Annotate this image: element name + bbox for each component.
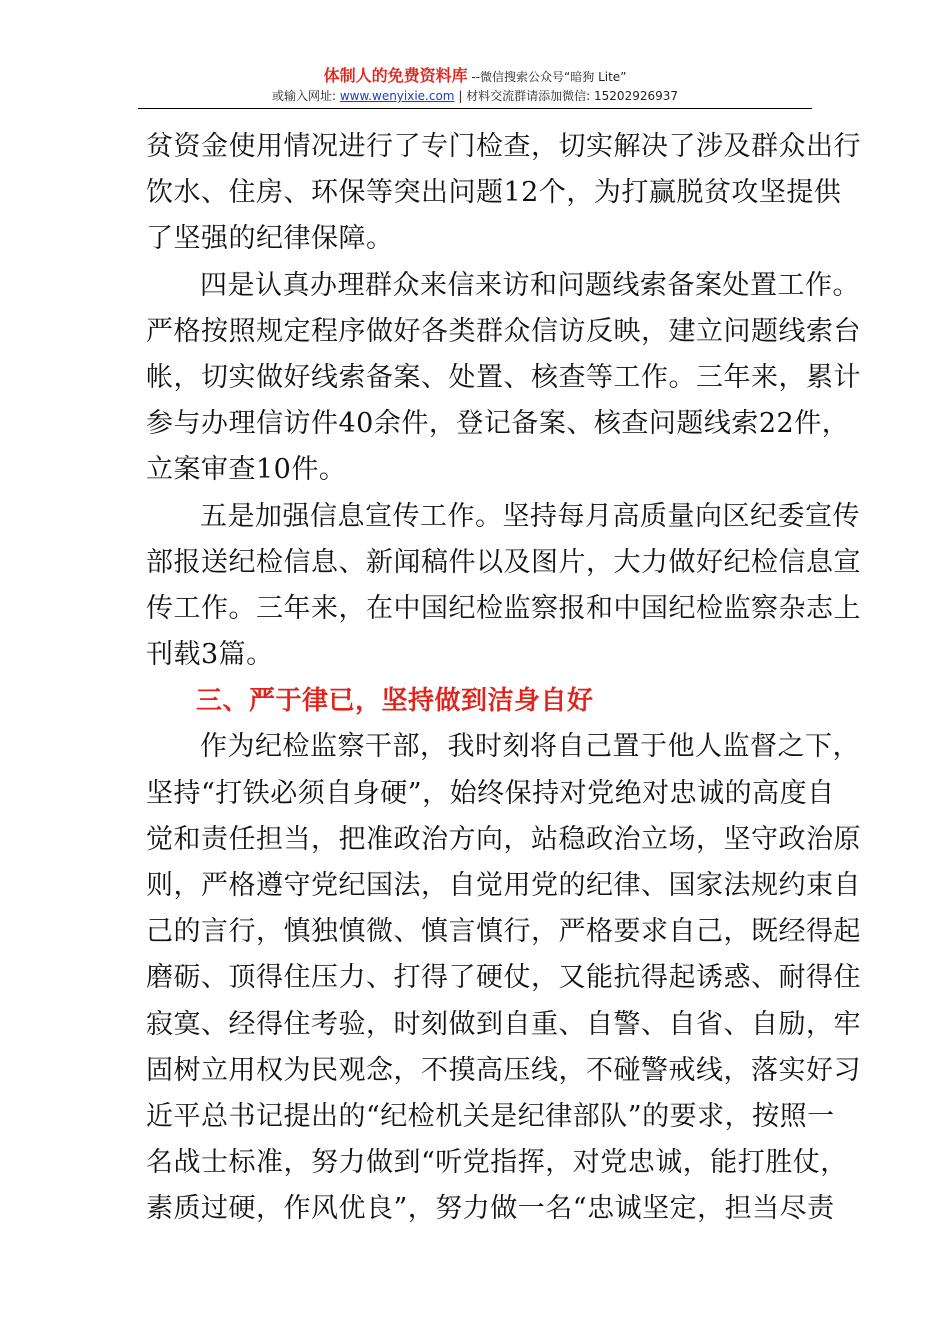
header-brand: 体制人的免费资料库	[323, 66, 468, 85]
body-line: 己的言行，慎独慎微、慎言慎行，严格要求自己，既经得起	[146, 916, 861, 948]
body-line: 传工作。三年来，在中国纪检监察报和中国纪检监察杂志上	[146, 592, 861, 624]
body-line: 立案审查10件。	[146, 454, 347, 486]
body-line: 觉和责任担当，把准政治方向，站稳政治立场，坚守政治原	[146, 823, 861, 855]
body-line: 了坚强的纪律保障。	[146, 223, 394, 255]
body-line: 坚持“打铁必须自身硬”，始终保持对党绝对忠诚的高度自	[146, 777, 835, 809]
body-line: 固树立用权为民观念，不摸高压线，不碰警戒线，落实好习	[146, 1054, 861, 1086]
body-line: 严格按照规定程序做好各类群众信访反映，建立问题线索台	[146, 315, 861, 347]
body-line: 刊载3篇。	[146, 639, 274, 671]
header-title-line	[138, 66, 812, 87]
header-url-line	[138, 87, 812, 105]
body-line: 寂寞、经得住考验，时刻做到自重、自警、自省、自励，牢	[146, 1008, 861, 1040]
body-line: 部报送纪检信息、新闻稿件以及图片，大力做好纪检信息宣	[146, 546, 861, 578]
header-subtitle: --微信搜索公众号“暗狗 Lite”	[467, 70, 627, 84]
header-divider	[138, 108, 812, 109]
body-line: 名战士标准，努力做到“听党指挥，对党忠诚，能打胜仗，	[146, 1147, 848, 1179]
body-line: 参与办理信访件40余件，登记备案、核查问题线索22件，	[146, 408, 850, 440]
body-line: 素质过硬，作风优良”，努力做一名“忠诚坚定，担当尽责	[146, 1193, 835, 1225]
body-line: 磨砺、顶得住压力、打得了硬仗，又能抗得起诱惑、耐得住	[146, 962, 861, 994]
body-line: 则，严格遵守党纪国法，自觉用党的纪律、国家法规约束自	[146, 870, 861, 901]
body-line: 四是认真办理群众来信来访和问题线索备案处置工作。	[200, 269, 860, 301]
body-line: 贫资金使用情况进行了专门检查，切实解决了涉及群众出行	[146, 131, 861, 162]
page-header	[138, 66, 812, 105]
body-line: 作为纪检监察干部，我时刻将自己置于他人监督之下，	[200, 731, 860, 763]
header-url-prefix: 或输入网址:	[271, 89, 340, 103]
document-body	[146, 124, 861, 1233]
section-heading: 三、严于律已，坚持做到洁身自好	[196, 686, 594, 717]
header-url-link[interactable]: www.wenyixie.com	[339, 89, 455, 103]
body-line: 饮水、住房、环保等突出问题12个，为打赢脱贫攻坚提供	[146, 177, 842, 209]
header-contact: | 材料交流群请添加微信: 15202926937	[454, 89, 679, 103]
body-line: 五是加强信息宣传工作。坚持每月高质量向区纪委宣传	[200, 500, 860, 532]
body-line: 帐，切实做好线索备案、处置、核查等工作。三年来，累计	[146, 361, 861, 393]
body-line: 近平总书记提出的“纪检机关是纪律部队”的要求，按照一	[146, 1100, 835, 1132]
